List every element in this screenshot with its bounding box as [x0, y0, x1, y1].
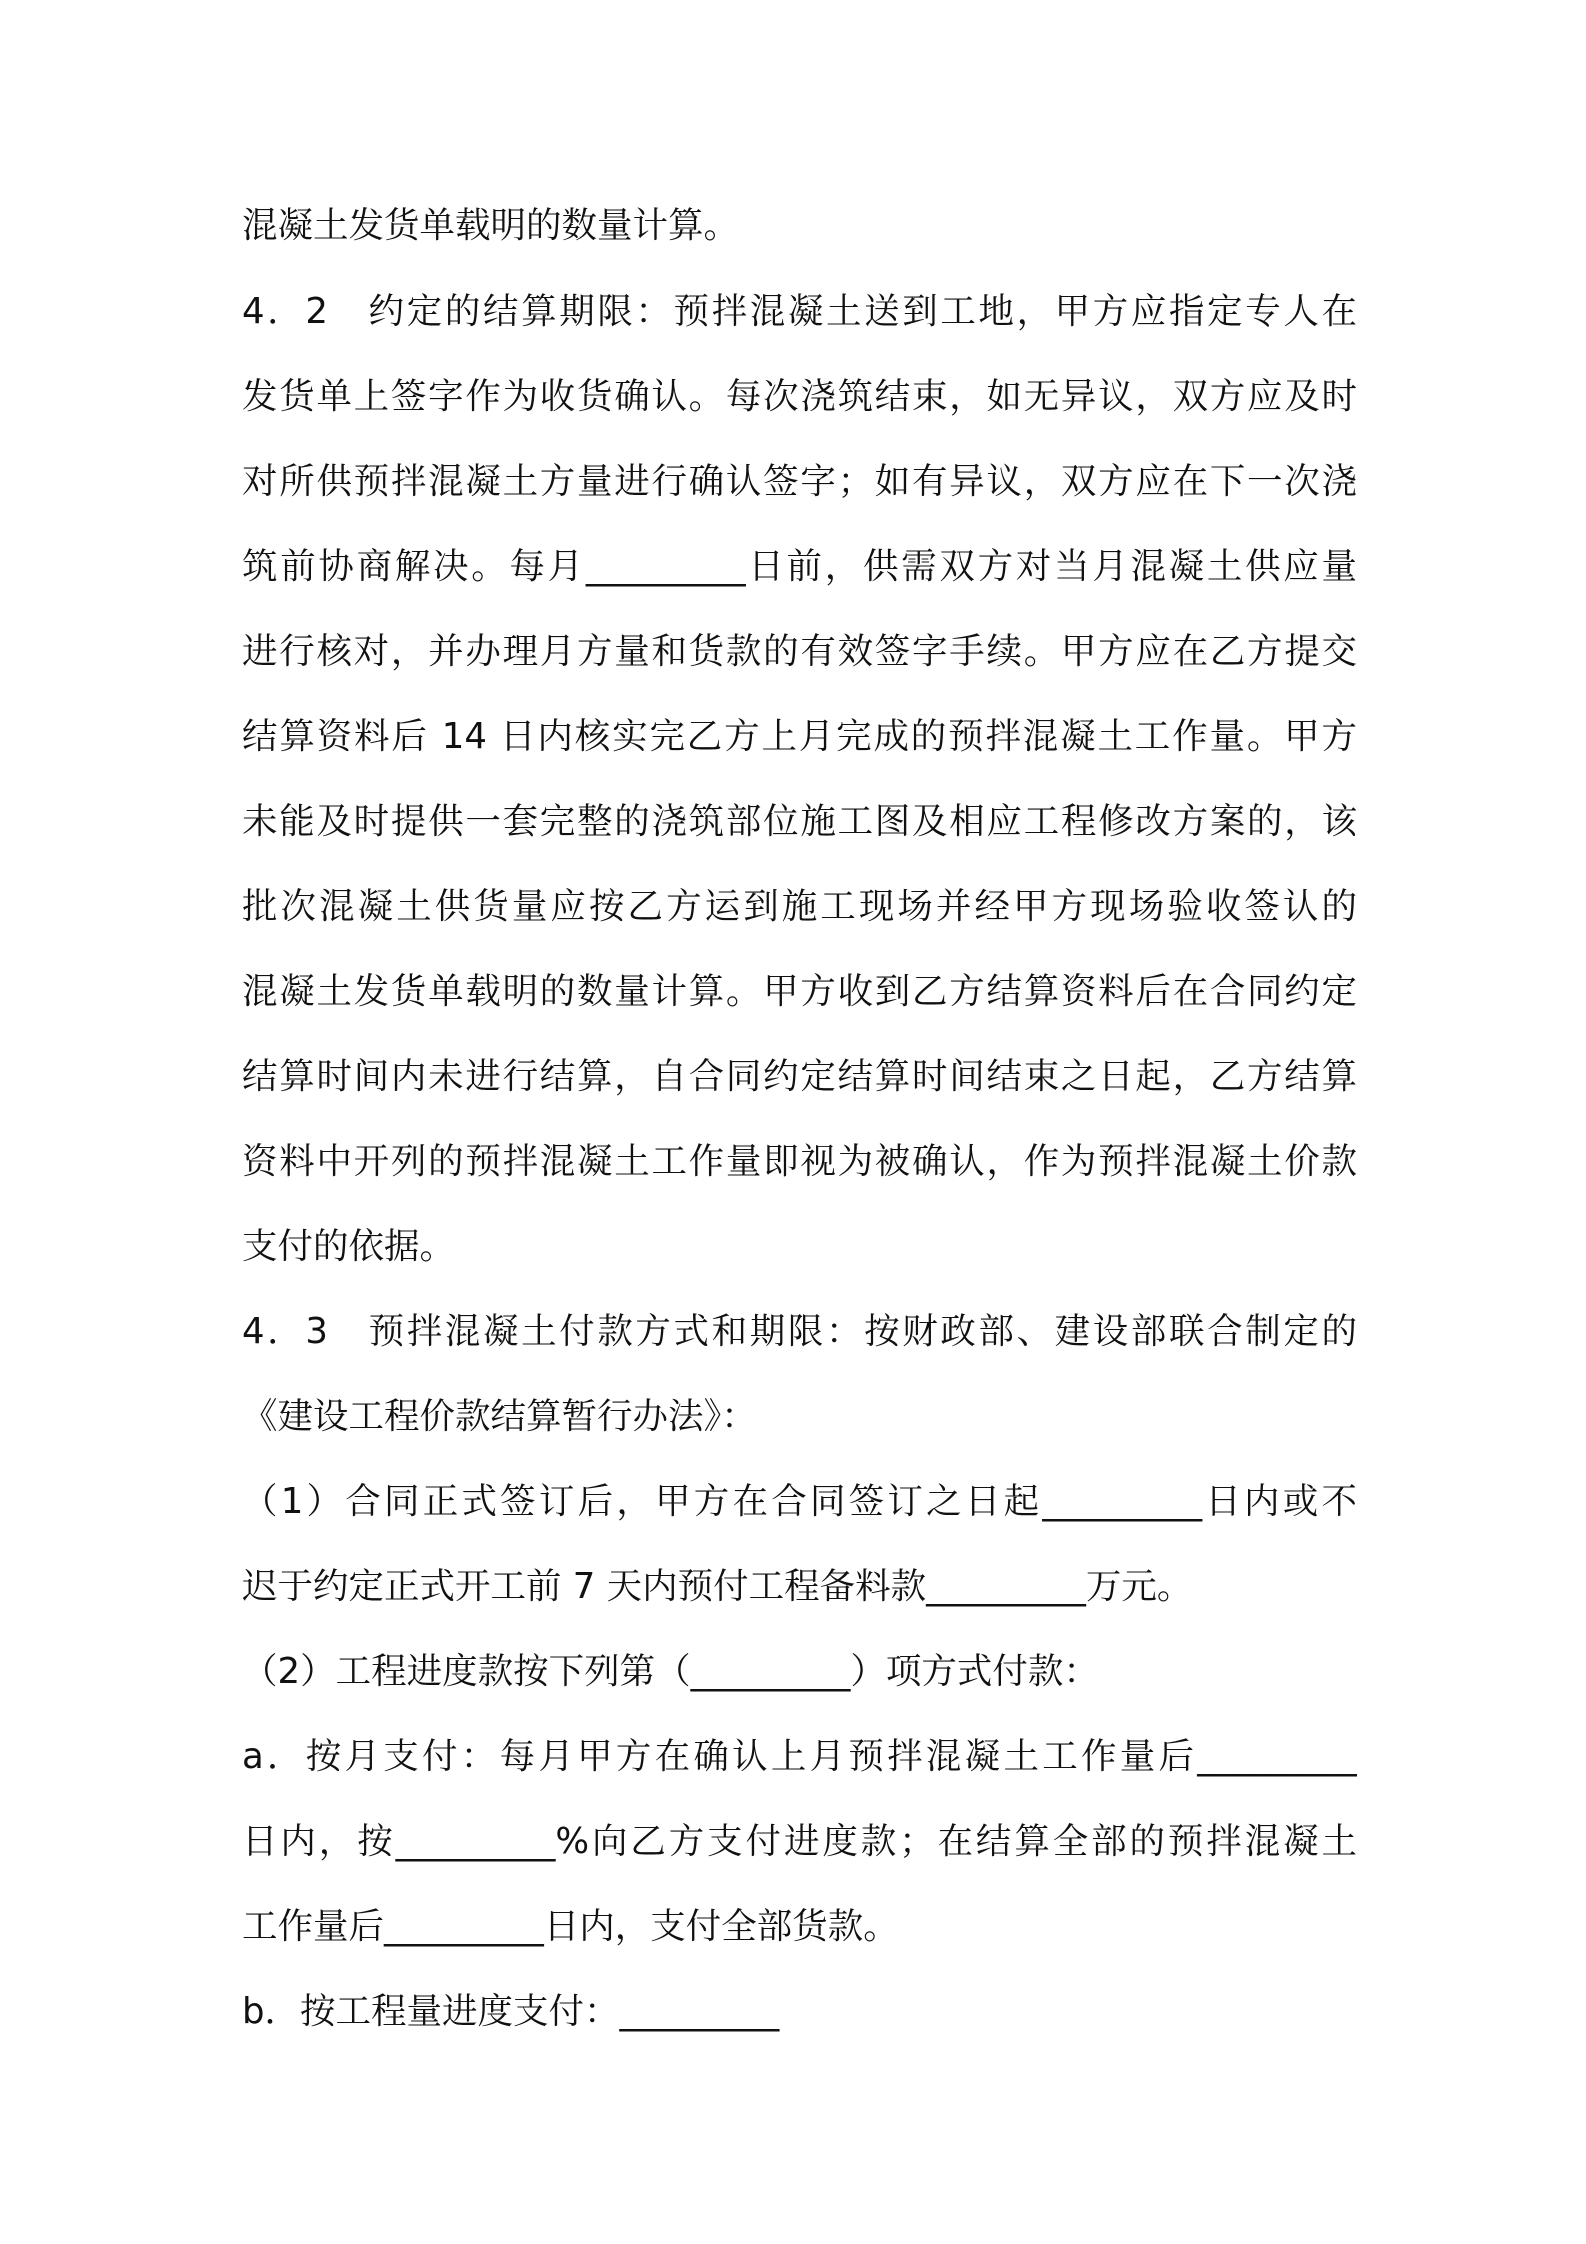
text-line: 日内，按_________%向乙方支付进度款；在结算全部的预拌混凝土	[242, 1821, 1357, 1862]
text-line: （1）合同正式签订后，甲方在合同签订之日起_________日内或不	[242, 1481, 1357, 1522]
text-line: b．按工程量进度支付：_________	[242, 1991, 780, 2032]
text-line: 支付的依据。	[242, 1226, 456, 1267]
text-line: 混凝土发货单载明的数量计算。甲方收到乙方结算资料后在合同约定	[242, 971, 1357, 1012]
text-line: 4．2 约定的结算期限：预拌混凝土送到工地，甲方应指定专人在	[242, 291, 1357, 332]
text-line: （2）工程进度款按下列第（_________）项方式付款：	[242, 1651, 1099, 1692]
text-line: 结算资料后 14 日内核实完乙方上月完成的预拌混凝土工作量。甲方	[242, 716, 1357, 757]
text-line: 结算时间内未进行结算，自合同约定结算时间结束之日起，乙方结算	[242, 1056, 1357, 1097]
text-line: 进行核对，并办理月方量和货款的有效签字手续。甲方应在乙方提交	[242, 631, 1357, 672]
text-line: 对所供预拌混凝土方量进行确认签字；如有异议，双方应在下一次浇	[242, 461, 1357, 502]
text-line: 批次混凝土供货量应按乙方运到施工现场并经甲方现场验收签认的	[242, 886, 1357, 927]
text-line: 资料中开列的预拌混凝土工作量即视为被确认，作为预拌混凝土价款	[242, 1141, 1357, 1182]
text-line: 《建设工程价款结算暂行办法》：	[242, 1396, 757, 1437]
text-line: 未能及时提供一套完整的浇筑部位施工图及相应工程修改方案的，该	[242, 801, 1357, 842]
text-line: 迟于约定正式开工前 7 天内预付工程备料款_________万元。	[242, 1566, 1193, 1607]
text-line: 筑前协商解决。每月_________日前，供需双方对当月混凝土供应量	[242, 546, 1357, 587]
text-line: 4．3 预拌混凝土付款方式和期限：按财政部、建设部联合制定的	[242, 1311, 1357, 1352]
text-line: 混凝土发货单载明的数量计算。	[242, 205, 740, 246]
text-line: 工作量后_________日内，支付全部货款。	[242, 1906, 899, 1947]
text-line: a．按月支付：每月甲方在确认上月预拌混凝土工作量后_________	[242, 1736, 1357, 1777]
text-line: 发货单上签字作为收货确认。每次浇筑结束，如无异议，双方应及时	[242, 376, 1357, 417]
